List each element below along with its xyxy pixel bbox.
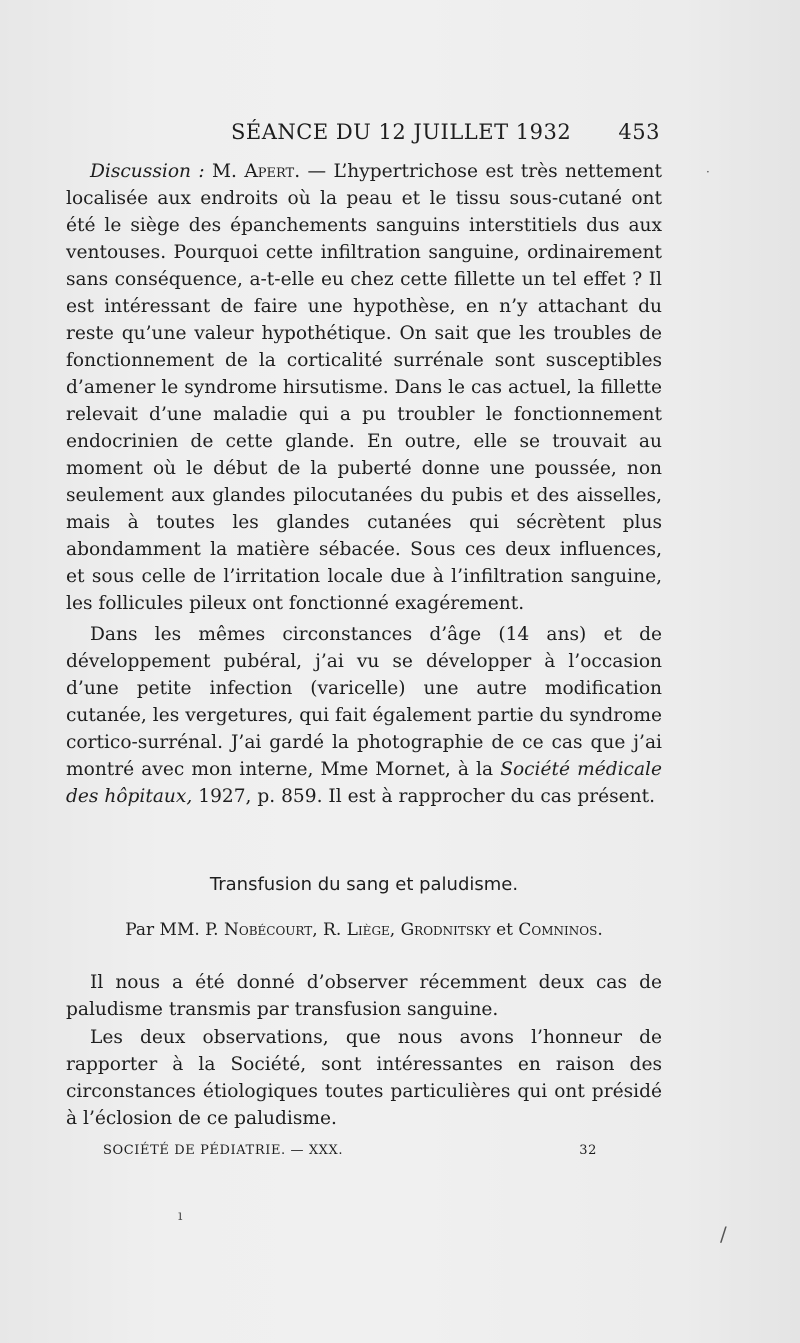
page-footer — [103, 1143, 597, 1163]
speaker-prefix: M. — [212, 161, 237, 182]
paragraph-observations — [66, 1024, 662, 1132]
authors-names: Nobécourt, R. Liège, Grodnitsky — [223, 920, 491, 940]
authors-prefix: Par MM. P. — [125, 920, 219, 940]
running-head — [86, 120, 660, 150]
discussion-label: Discussion : — [90, 161, 205, 182]
article-heading: Transfusion du sang et paludisme. — [209, 874, 519, 895]
journal-citation: Société médicale des hôpitaux, — [66, 759, 663, 807]
paragraph-intro — [66, 969, 662, 1023]
paragraph-text-before: Dans les mêmes circonstances d’âge (14 ans) et de développement pubéral, j’ai vu se développer à l’occasion d’une petite infection (varicelle) une autre modification cutanée, les vergetures, qui fait également partie du syndrome cortico-surrénal. J’ai gardé la photographie de ce cas que j’ai montré avec mon interne, Mme Mornet, à la — [66, 624, 662, 780]
scan-speck: ı — [178, 1208, 183, 1224]
running-head-title: SÉANCE DU 12 JUILLET 1932 — [231, 120, 572, 144]
page-number: 453 — [618, 120, 660, 144]
footer-journal: SOCIÉTÉ DE PÉDIATRIE. — XXX. — [103, 1143, 344, 1158]
authors-conjunction: et — [496, 920, 514, 940]
paragraph-text-after: 1927, p. 859. Il est à rapprocher du cas présent. — [198, 786, 656, 807]
article-authors — [66, 920, 662, 940]
footer-signature: 32 — [579, 1143, 597, 1158]
scan-speck: · — [706, 165, 710, 179]
discussion-paragraph — [66, 158, 662, 617]
paragraph-intro-text: Il nous a été donné d’observer récemment deux cas de paludisme transmis par transfusion sanguine. — [66, 972, 662, 1020]
pencil-mark: / — [720, 1222, 727, 1246]
discussion-text: — L’hypertrichose est très nettement localisée aux endroits où la peau et le tissu sous-cutané ont été le siège des épanchements sanguins interstitiels dus aux ventouses. Pourquoi cette infiltration sanguine, ordinairement sans conséquence, a-t-elle eu chez cette fillette un tel effet ? Il est intéressant de faire une hypothèse, en n’y attachant du reste qu’une valeur hypothétique. On sait que les troubles de fonctionnement de la corticalité surrénale sont susceptibles d’amener le syndrome hirsutisme. Dans le cas actuel, la fillette relevait d’une maladie qui a pu troubler le fonctionnement endocrinien de cette glande. En outre, elle se trouvait au moment où le début de la puberté donne une poussée, non seulement aux glandes pilocutanées du pubis et des aisselles, mais à toutes les glandes cutanées qui sécrètent plus abondamment la matière sébacée. Sous ces deux influences, et sous celle de l’irritation locale due à l’infiltration sanguine, les follicules pileux ont fonctionné exagérement. — [66, 161, 662, 614]
paragraph-vergetures — [66, 621, 662, 810]
paragraph-observations-text: Les deux observations, que nous avons l’honneur de rapporter à la Société, sont intéressantes en raison des circonstances étiologiques toutes particulières qui ont présidé à l’éclosion de ce paludisme. — [66, 1027, 662, 1129]
authors-last: Comninos. — [518, 920, 603, 940]
speaker-name: Apert. — [244, 161, 301, 182]
